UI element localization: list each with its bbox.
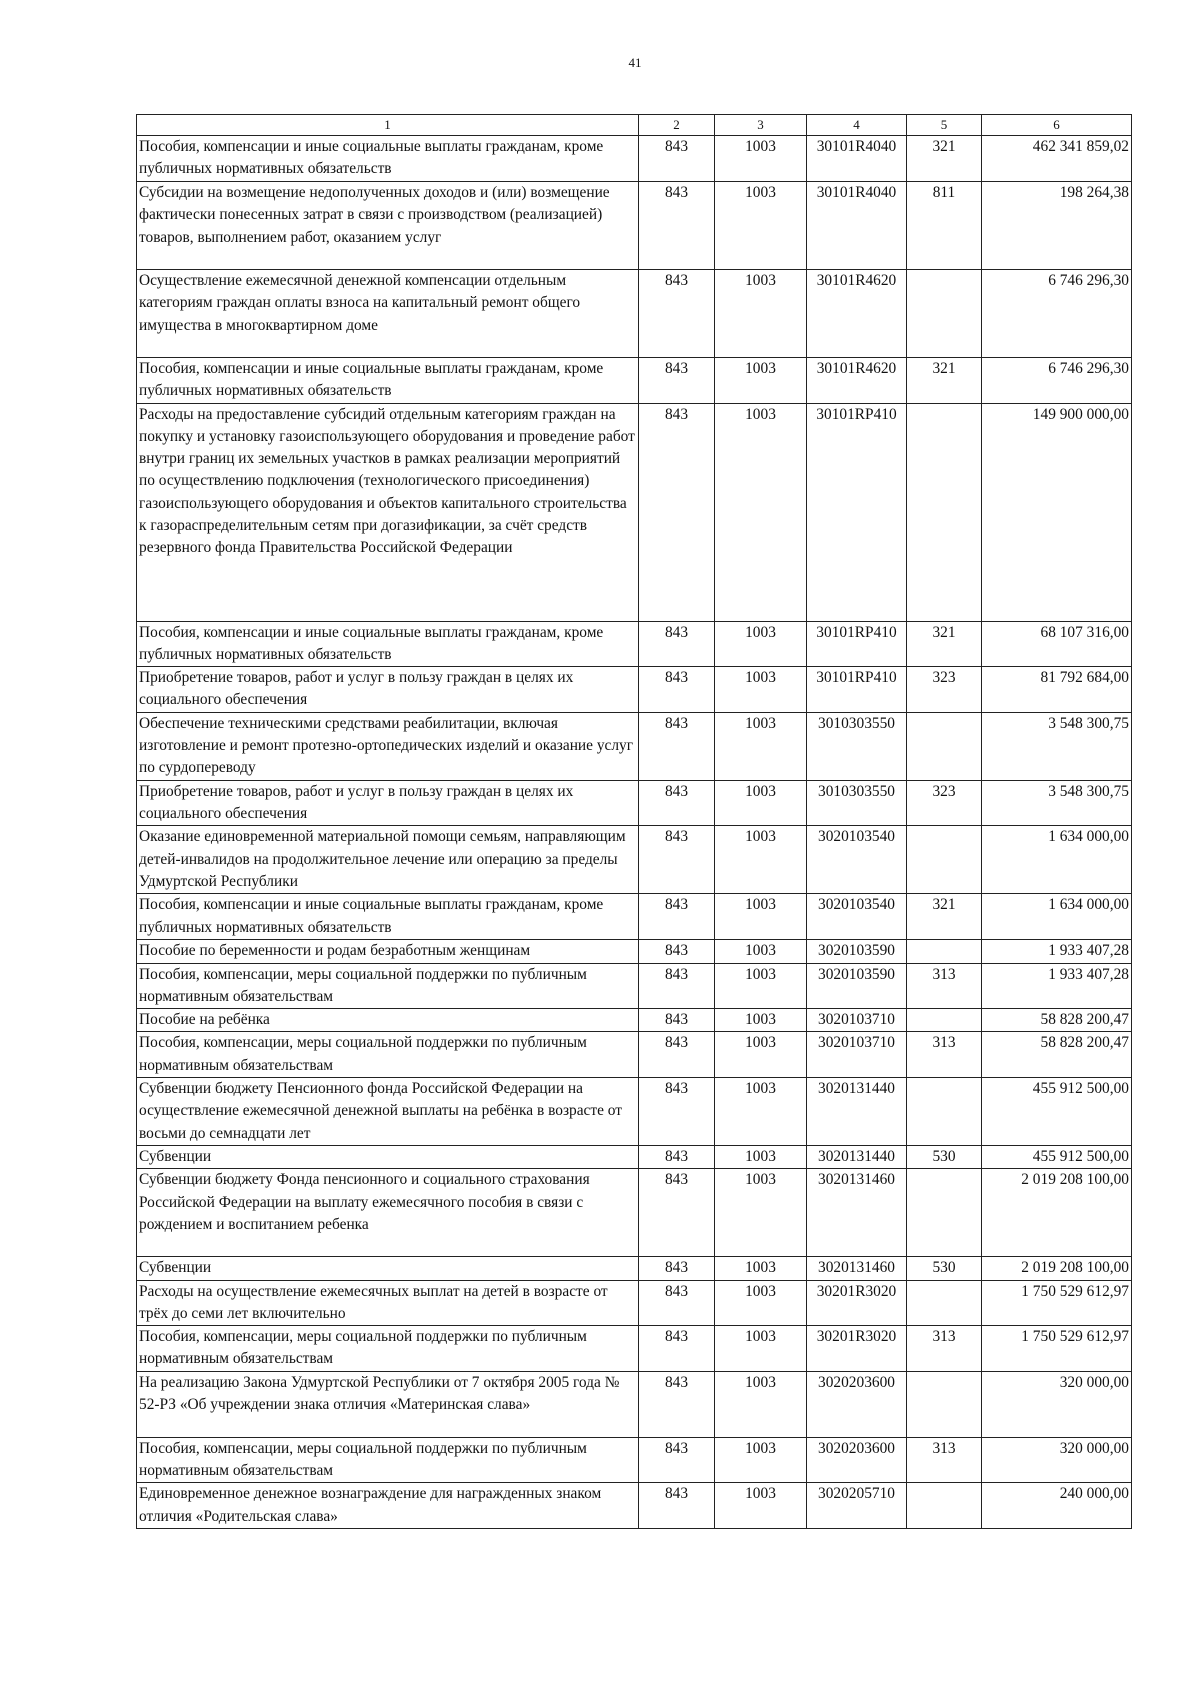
row-name-cell: Приобретение товаров, работ и услуг в пользу граждан в целях их социального обеспечения (137, 667, 639, 713)
table-row (137, 667, 1132, 713)
row-target-article-cell: 3020103540 (807, 894, 907, 940)
row-ved-code-cell: 843 (639, 963, 715, 1009)
row-expense-type-cell (907, 1371, 982, 1437)
row-section-code-cell: 1003 (715, 1169, 807, 1257)
row-expense-type-cell (907, 270, 982, 358)
column-number: 2 (639, 115, 715, 136)
row-target-article-cell: 30101RP410 (807, 403, 907, 621)
row-section-code-cell: 1003 (715, 780, 807, 826)
row-section-code-cell: 1003 (715, 621, 807, 667)
row-expense-type-cell (907, 1280, 982, 1326)
row-amount-cell: 1 634 000,00 (982, 826, 1132, 894)
row-section-code-cell: 1003 (715, 1437, 807, 1483)
row-amount-cell: 240 000,00 (982, 1483, 1132, 1529)
row-section-code-cell: 1003 (715, 1009, 807, 1032)
row-expense-type-cell: 313 (907, 1437, 982, 1483)
row-amount-cell: 1 933 407,28 (982, 940, 1132, 963)
row-expense-type-cell (907, 940, 982, 963)
row-ved-code-cell: 843 (639, 826, 715, 894)
row-expense-type-cell (907, 712, 982, 780)
row-section-code-cell: 1003 (715, 270, 807, 358)
column-number: 3 (715, 115, 807, 136)
row-amount-cell: 1 933 407,28 (982, 963, 1132, 1009)
row-amount-cell: 198 264,38 (982, 182, 1132, 270)
row-ved-code-cell: 843 (639, 182, 715, 270)
row-section-code-cell: 1003 (715, 963, 807, 1009)
row-ved-code-cell: 843 (639, 1257, 715, 1280)
row-expense-type-cell: 321 (907, 621, 982, 667)
row-section-code-cell: 1003 (715, 894, 807, 940)
row-amount-cell: 320 000,00 (982, 1437, 1132, 1483)
table-row (137, 826, 1132, 894)
row-section-code-cell: 1003 (715, 403, 807, 621)
table-row (137, 940, 1132, 963)
row-name-cell: На реализацию Закона Удмуртской Республики от 7 октября 2005 года № 52-РЗ «Об учреждении знака отличия «Материнская слава» (137, 1371, 639, 1437)
table-row (137, 894, 1132, 940)
row-name-cell: Приобретение товаров, работ и услуг в пользу граждан в целях их социального обеспечения (137, 780, 639, 826)
row-section-code-cell: 1003 (715, 1280, 807, 1326)
row-ved-code-cell: 843 (639, 621, 715, 667)
row-section-code-cell: 1003 (715, 1032, 807, 1078)
row-amount-cell: 2 019 208 100,00 (982, 1169, 1132, 1257)
row-ved-code-cell: 843 (639, 403, 715, 621)
row-amount-cell: 6 746 296,30 (982, 358, 1132, 404)
row-expense-type-cell: 323 (907, 667, 982, 713)
row-target-article-cell: 3010303550 (807, 780, 907, 826)
row-name-cell: Оказание единовременной материальной помощи семьям, направляющим детей-инвалидов на продолжительное лечение или операцию за пределы Удмуртской Республики (137, 826, 639, 894)
row-ved-code-cell: 843 (639, 1437, 715, 1483)
table-row (137, 270, 1132, 358)
row-target-article-cell: 3020103710 (807, 1032, 907, 1078)
row-ved-code-cell: 843 (639, 1078, 715, 1146)
row-ved-code-cell: 843 (639, 894, 715, 940)
row-name-cell: Обеспечение техническими средствами реабилитации, включая изготовление и ремонт протезно-ортопедических изделий и оказание услуг по сурдопереводу (137, 712, 639, 780)
row-expense-type-cell (907, 1169, 982, 1257)
column-number: 4 (807, 115, 907, 136)
table-body (137, 136, 1132, 1529)
row-name-cell: Пособия, компенсации, меры социальной поддержки по публичным нормативным обязательствам (137, 1032, 639, 1078)
row-expense-type-cell: 530 (907, 1145, 982, 1168)
row-ved-code-cell: 843 (639, 1169, 715, 1257)
row-name-cell: Пособия, компенсации и иные социальные выплаты гражданам, кроме публичных нормативных обязательств (137, 894, 639, 940)
row-target-article-cell: 30101RP410 (807, 667, 907, 713)
row-section-code-cell: 1003 (715, 1326, 807, 1372)
row-target-article-cell: 30101RP410 (807, 621, 907, 667)
row-name-cell: Пособия, компенсации, меры социальной поддержки по публичным нормативным обязательствам (137, 1326, 639, 1372)
row-amount-cell: 6 746 296,30 (982, 270, 1132, 358)
row-target-article-cell: 30201R3020 (807, 1326, 907, 1372)
row-name-cell: Расходы на предоставление субсидий отдельным категориям граждан на покупку и установку газоиспользующего оборудования и проведение работ внутри границ их земельных участков в рамках реализации мероприятий по осуществлению подключения (технологического присоединения) газоиспользующего оборудования и объектов капитального строительства к газораспределительным сетям при догазификации, за счёт средств резервного фонда Правительства Российской Федерации (137, 403, 639, 621)
row-ved-code-cell: 843 (639, 712, 715, 780)
row-expense-type-cell: 811 (907, 182, 982, 270)
row-amount-cell: 81 792 684,00 (982, 667, 1132, 713)
table-row (137, 182, 1132, 270)
row-amount-cell: 68 107 316,00 (982, 621, 1132, 667)
row-target-article-cell: 3010303550 (807, 712, 907, 780)
budget-table (136, 114, 1132, 1529)
row-name-cell: Пособие по беременности и родам безработным женщинам (137, 940, 639, 963)
row-expense-type-cell (907, 826, 982, 894)
row-section-code-cell: 1003 (715, 826, 807, 894)
table-row (137, 1257, 1132, 1280)
row-section-code-cell: 1003 (715, 667, 807, 713)
column-number: 1 (137, 115, 639, 136)
row-amount-cell: 3 548 300,75 (982, 780, 1132, 826)
row-amount-cell: 58 828 200,47 (982, 1032, 1132, 1078)
row-section-code-cell: 1003 (715, 1371, 807, 1437)
row-amount-cell: 455 912 500,00 (982, 1078, 1132, 1146)
row-name-cell: Субвенции (137, 1145, 639, 1168)
row-name-cell: Единовременное денежное вознаграждение для награжденных знаком отличия «Родительская слава» (137, 1483, 639, 1529)
column-number: 5 (907, 115, 982, 136)
row-target-article-cell: 30101R4620 (807, 358, 907, 404)
row-ved-code-cell: 843 (639, 1371, 715, 1437)
row-ved-code-cell: 843 (639, 1032, 715, 1078)
row-amount-cell: 455 912 500,00 (982, 1145, 1132, 1168)
row-ved-code-cell: 843 (639, 136, 715, 182)
column-number-row (137, 115, 1132, 136)
row-section-code-cell: 1003 (715, 182, 807, 270)
table-row (137, 403, 1132, 621)
row-ved-code-cell: 843 (639, 1483, 715, 1529)
row-ved-code-cell: 843 (639, 270, 715, 358)
row-amount-cell: 462 341 859,02 (982, 136, 1132, 182)
row-amount-cell: 2 019 208 100,00 (982, 1257, 1132, 1280)
row-target-article-cell: 30101R4620 (807, 270, 907, 358)
row-section-code-cell: 1003 (715, 1078, 807, 1146)
table-row (137, 136, 1132, 182)
row-ved-code-cell: 843 (639, 1145, 715, 1168)
row-target-article-cell: 3020131460 (807, 1169, 907, 1257)
row-target-article-cell: 3020103590 (807, 940, 907, 963)
row-target-article-cell: 3020103540 (807, 826, 907, 894)
row-target-article-cell: 3020203600 (807, 1437, 907, 1483)
row-expense-type-cell: 321 (907, 136, 982, 182)
row-amount-cell: 320 000,00 (982, 1371, 1132, 1437)
table-row (137, 780, 1132, 826)
row-amount-cell: 58 828 200,47 (982, 1009, 1132, 1032)
row-section-code-cell: 1003 (715, 1257, 807, 1280)
table-row (137, 1437, 1132, 1483)
row-name-cell: Пособия, компенсации и иные социальные выплаты гражданам, кроме публичных нормативных обязательств (137, 621, 639, 667)
row-name-cell: Пособия, компенсации, меры социальной поддержки по публичным нормативным обязательствам (137, 963, 639, 1009)
row-section-code-cell: 1003 (715, 940, 807, 963)
row-amount-cell: 1 750 529 612,97 (982, 1326, 1132, 1372)
row-amount-cell: 3 548 300,75 (982, 712, 1132, 780)
row-expense-type-cell: 530 (907, 1257, 982, 1280)
row-section-code-cell: 1003 (715, 1483, 807, 1529)
row-section-code-cell: 1003 (715, 136, 807, 182)
table-row (137, 1145, 1132, 1168)
row-expense-type-cell: 313 (907, 1032, 982, 1078)
row-name-cell: Пособия, компенсации, меры социальной поддержки по публичным нормативным обязательствам (137, 1437, 639, 1483)
row-ved-code-cell: 843 (639, 940, 715, 963)
table-row (137, 1483, 1132, 1529)
row-name-cell: Расходы на осуществление ежемесячных выплат на детей в возрасте от трёх до семи лет включительно (137, 1280, 639, 1326)
table-row (137, 963, 1132, 1009)
row-amount-cell: 1 750 529 612,97 (982, 1280, 1132, 1326)
row-ved-code-cell: 843 (639, 667, 715, 713)
row-target-article-cell: 30201R3020 (807, 1280, 907, 1326)
row-target-article-cell: 3020103710 (807, 1009, 907, 1032)
table-row (137, 1009, 1132, 1032)
row-expense-type-cell: 313 (907, 963, 982, 1009)
row-name-cell: Пособия, компенсации и иные социальные выплаты гражданам, кроме публичных нормативных обязательств (137, 136, 639, 182)
row-target-article-cell: 3020205710 (807, 1483, 907, 1529)
row-target-article-cell: 30101R4040 (807, 136, 907, 182)
row-ved-code-cell: 843 (639, 780, 715, 826)
row-target-article-cell: 3020131460 (807, 1257, 907, 1280)
row-expense-type-cell: 321 (907, 358, 982, 404)
table-row (137, 1169, 1132, 1257)
row-name-cell: Субсидии на возмещение недополученных доходов и (или) возмещение фактически понесенных затрат в связи с производством (реализацией) товаров, выполнением работ, оказанием услуг (137, 182, 639, 270)
row-section-code-cell: 1003 (715, 712, 807, 780)
table-row (137, 1032, 1132, 1078)
row-target-article-cell: 3020103590 (807, 963, 907, 1009)
row-ved-code-cell: 843 (639, 1009, 715, 1032)
row-expense-type-cell: 323 (907, 780, 982, 826)
row-expense-type-cell: 313 (907, 1326, 982, 1372)
row-expense-type-cell (907, 1009, 982, 1032)
row-target-article-cell: 3020131440 (807, 1145, 907, 1168)
table-row (137, 1371, 1132, 1437)
table-row (137, 1078, 1132, 1146)
row-expense-type-cell (907, 403, 982, 621)
page-number: 41 (628, 55, 642, 70)
row-ved-code-cell: 843 (639, 1280, 715, 1326)
table-row (137, 1280, 1132, 1326)
row-target-article-cell: 3020203600 (807, 1371, 907, 1437)
table-row (137, 1326, 1132, 1372)
table-row (137, 358, 1132, 404)
row-name-cell: Субвенции бюджету Пенсионного фонда Российской Федерации на осуществление ежемесячной денежной выплаты на ребёнка в возрасте от восьми до семнадцати лет (137, 1078, 639, 1146)
row-expense-type-cell (907, 1078, 982, 1146)
table-row (137, 712, 1132, 780)
row-target-article-cell: 30101R4040 (807, 182, 907, 270)
row-section-code-cell: 1003 (715, 358, 807, 404)
row-name-cell: Осуществление ежемесячной денежной компенсации отдельным категориям граждан оплаты взноса на капитальный ремонт общего имущества в многоквартирном доме (137, 270, 639, 358)
row-ved-code-cell: 843 (639, 1326, 715, 1372)
row-name-cell: Пособие на ребёнка (137, 1009, 639, 1032)
row-ved-code-cell: 843 (639, 358, 715, 404)
table-row (137, 621, 1132, 667)
row-name-cell: Субвенции (137, 1257, 639, 1280)
row-amount-cell: 1 634 000,00 (982, 894, 1132, 940)
row-expense-type-cell: 321 (907, 894, 982, 940)
column-number: 6 (982, 115, 1132, 136)
row-name-cell: Пособия, компенсации и иные социальные выплаты гражданам, кроме публичных нормативных обязательств (137, 358, 639, 404)
row-target-article-cell: 3020131440 (807, 1078, 907, 1146)
row-amount-cell: 149 900 000,00 (982, 403, 1132, 621)
row-expense-type-cell (907, 1483, 982, 1529)
row-section-code-cell: 1003 (715, 1145, 807, 1168)
row-name-cell: Субвенции бюджету Фонда пенсионного и социального страхования Российской Федерации на выплату ежемесячного пособия в связи с рождением и воспитанием ребенка (137, 1169, 639, 1257)
